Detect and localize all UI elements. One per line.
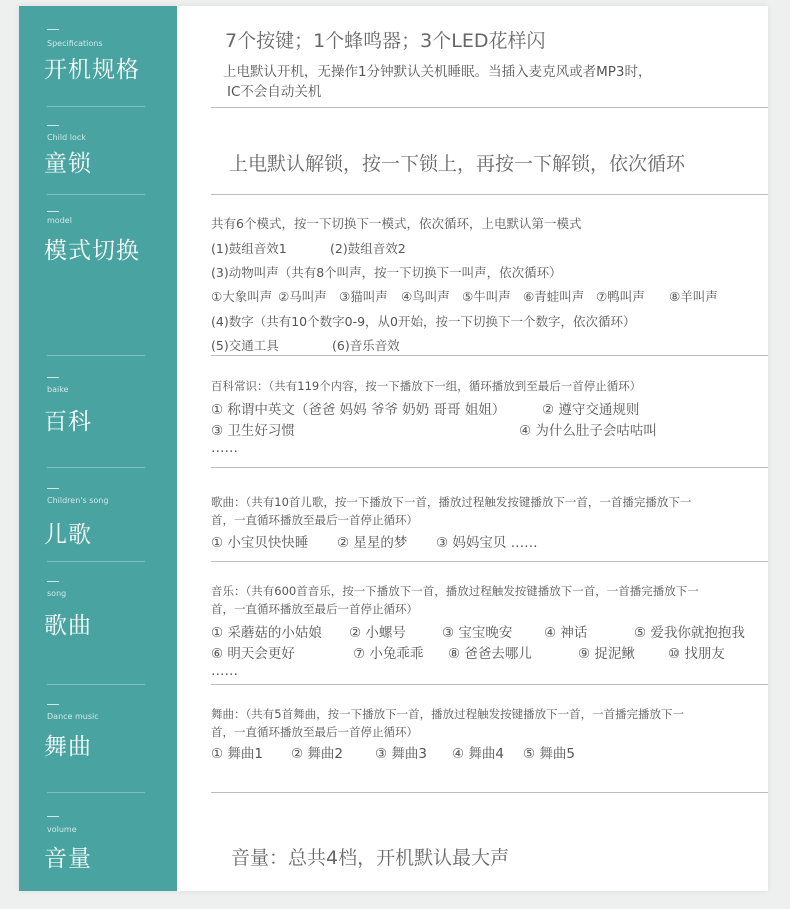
childsong-item-3: ③ 妈妈宝贝 ……	[436, 535, 538, 551]
childlock-text: 上电默认解锁，按一下锁上，再按一下解锁，依次循环	[229, 153, 686, 175]
label-en: song	[47, 589, 67, 598]
section-label	[19, 684, 177, 792]
label-en: Children's song	[47, 496, 109, 505]
label-en: Specifications	[47, 39, 103, 48]
label-dash	[47, 211, 59, 212]
mode-6: (6)音乐音效	[332, 338, 400, 353]
song-intro-2: 首，一直循环播放至最后一首停止循环）	[211, 602, 418, 616]
childsong-item-1: ① 小宝贝快快睡	[211, 535, 309, 551]
section-label	[19, 194, 177, 355]
baike-item-4: ④ 为什么肚子会咕咕叫	[519, 423, 657, 439]
label-en: baike	[47, 385, 69, 394]
baike-more: ……	[211, 440, 238, 456]
label-dash	[47, 377, 59, 378]
label-zh: 模式切换	[44, 238, 140, 264]
section-label	[19, 467, 177, 561]
childsong-item-2: ② 星星的梦	[337, 535, 408, 551]
song-item-5: ⑤ 爱我你就抱抱我	[634, 625, 745, 641]
dance-intro-2: 首，一直循环播放至最后一首停止循环）	[211, 725, 418, 739]
volume-text: 音量：总共4档，开机默认最大声	[231, 847, 510, 869]
mode-2: (2)鼓组音效2	[330, 241, 406, 256]
label-zh: 音量	[44, 846, 92, 872]
mode-4: (4)数字（共有10个数字0-9，从0开始，按一下切换下一个数字，依次循环）	[211, 314, 636, 329]
animal-sound-1: ①大象叫声	[211, 289, 273, 304]
section-content	[211, 6, 768, 107]
section-label	[19, 561, 177, 684]
section-song	[19, 561, 768, 684]
label-en: model	[47, 216, 72, 225]
animal-sound-6: ⑥青蛙叫声	[523, 289, 585, 304]
song-item-10: ⑩ 找朋友	[668, 646, 725, 662]
baike-item-2: ② 遵守交通规则	[542, 402, 640, 418]
label-dash	[47, 29, 59, 30]
label-zh: 歌曲	[44, 613, 92, 639]
section-label	[19, 107, 177, 194]
dance-item-1: ① 舞曲1	[211, 746, 263, 762]
animal-sound-3: ③猫叫声	[339, 289, 388, 304]
song-item-7: ⑦ 小兔乖乖	[353, 646, 424, 662]
section-content	[211, 355, 768, 467]
label-en: Child lock	[47, 133, 86, 142]
label-zh: 童锁	[44, 151, 92, 177]
label-zh: 百科	[44, 409, 92, 435]
section-content	[211, 194, 768, 355]
label-zh: 开机规格	[44, 57, 140, 83]
spec-line-1: 7个按键；1个蜂鸣器；3个LED花样闪	[225, 30, 546, 52]
spec-line-3: IC不会自动关机	[227, 84, 322, 100]
song-item-1: ① 采蘑菇的小姑娘	[211, 625, 322, 641]
section-content	[211, 467, 768, 561]
model-intro: 共有6个模式，按一下切换下一模式，依次循环，上电默认第一模式	[211, 216, 582, 231]
label-en: Dance music	[47, 712, 99, 721]
song-item-6: ⑥ 明天会更好	[211, 646, 295, 662]
section-dance-music	[19, 684, 768, 792]
animal-sound-8: ⑧羊叫声	[669, 289, 718, 304]
dance-item-4: ④ 舞曲4	[452, 746, 504, 762]
label-zh: 舞曲	[44, 734, 92, 760]
section-childrens-song	[19, 467, 768, 561]
animal-sound-5: ⑤牛叫声	[462, 289, 511, 304]
song-item-4: ④ 神话	[544, 625, 588, 641]
childsong-intro-2: 首，一直循环播放至最后一首停止循环）	[211, 513, 418, 527]
song-intro-1: 音乐：（共有600首音乐，按一下播放下一首，播放过程触发按键播放下一首，一首播完播放下一	[211, 584, 699, 598]
mode-1: (1)鼓组音效1	[211, 241, 287, 256]
spec-card	[19, 6, 768, 891]
section-content	[211, 107, 768, 194]
song-item-9: ⑨ 捉泥鳅	[578, 646, 635, 662]
mode-3: (3)动物叫声（共有8个叫声，按一下切换下一叫声，依次循环）	[211, 265, 562, 280]
section-model	[19, 194, 768, 355]
section-label	[19, 355, 177, 467]
song-item-2: ② 小螺号	[349, 625, 406, 641]
baike-item-3: ③ 卫生好习惯	[211, 423, 295, 439]
dance-item-2: ② 舞曲2	[291, 746, 343, 762]
section-content	[211, 792, 768, 891]
animal-sound-7: ⑦鸭叫声	[596, 289, 645, 304]
label-dash	[47, 581, 59, 582]
mode-5: (5)交通工具	[211, 338, 279, 353]
section-label	[19, 6, 177, 107]
section-specifications	[19, 6, 768, 107]
label-dash	[47, 704, 59, 705]
baike-item-1: ① 称谓中英文（爸爸 妈妈 爷爷 奶奶 哥哥 姐姐）	[211, 402, 506, 418]
spec-line-2: 上电默认开机，无操作1分钟默认关机睡眠。当插入麦克风或者MP3时，	[223, 64, 652, 80]
childsong-intro-1: 歌曲：（共有10首儿歌，按一下播放下一首，播放过程触发按键播放下一首，一首播完播放下一	[211, 495, 692, 509]
label-dash	[47, 125, 59, 126]
baike-intro: 百科常识：（共有119个内容，按一下播放下一组，循环播放到至最后一首停止循环）	[211, 379, 642, 393]
label-en: volume	[47, 825, 77, 834]
section-content	[211, 561, 768, 684]
label-dash	[47, 816, 59, 817]
section-content	[211, 684, 768, 792]
dance-item-3: ③ 舞曲3	[375, 746, 427, 762]
section-volume	[19, 792, 768, 891]
song-more: ……	[211, 663, 238, 679]
section-baike	[19, 355, 768, 467]
section-child-lock	[19, 107, 768, 194]
label-dash	[47, 488, 59, 489]
song-item-3: ③ 宝宝晚安	[442, 625, 513, 641]
animal-sound-2: ②马叫声	[278, 289, 327, 304]
animal-sound-4: ④鸟叫声	[401, 289, 450, 304]
section-label	[19, 792, 177, 891]
label-zh: 儿歌	[44, 522, 92, 548]
dance-intro-1: 舞曲：（共有5首舞曲，按一下播放下一首，播放过程触发按键播放下一首，一首播完播放下一	[211, 707, 685, 721]
dance-item-5: ⑤ 舞曲5	[523, 746, 575, 762]
song-item-8: ⑧ 爸爸去哪儿	[448, 646, 532, 662]
